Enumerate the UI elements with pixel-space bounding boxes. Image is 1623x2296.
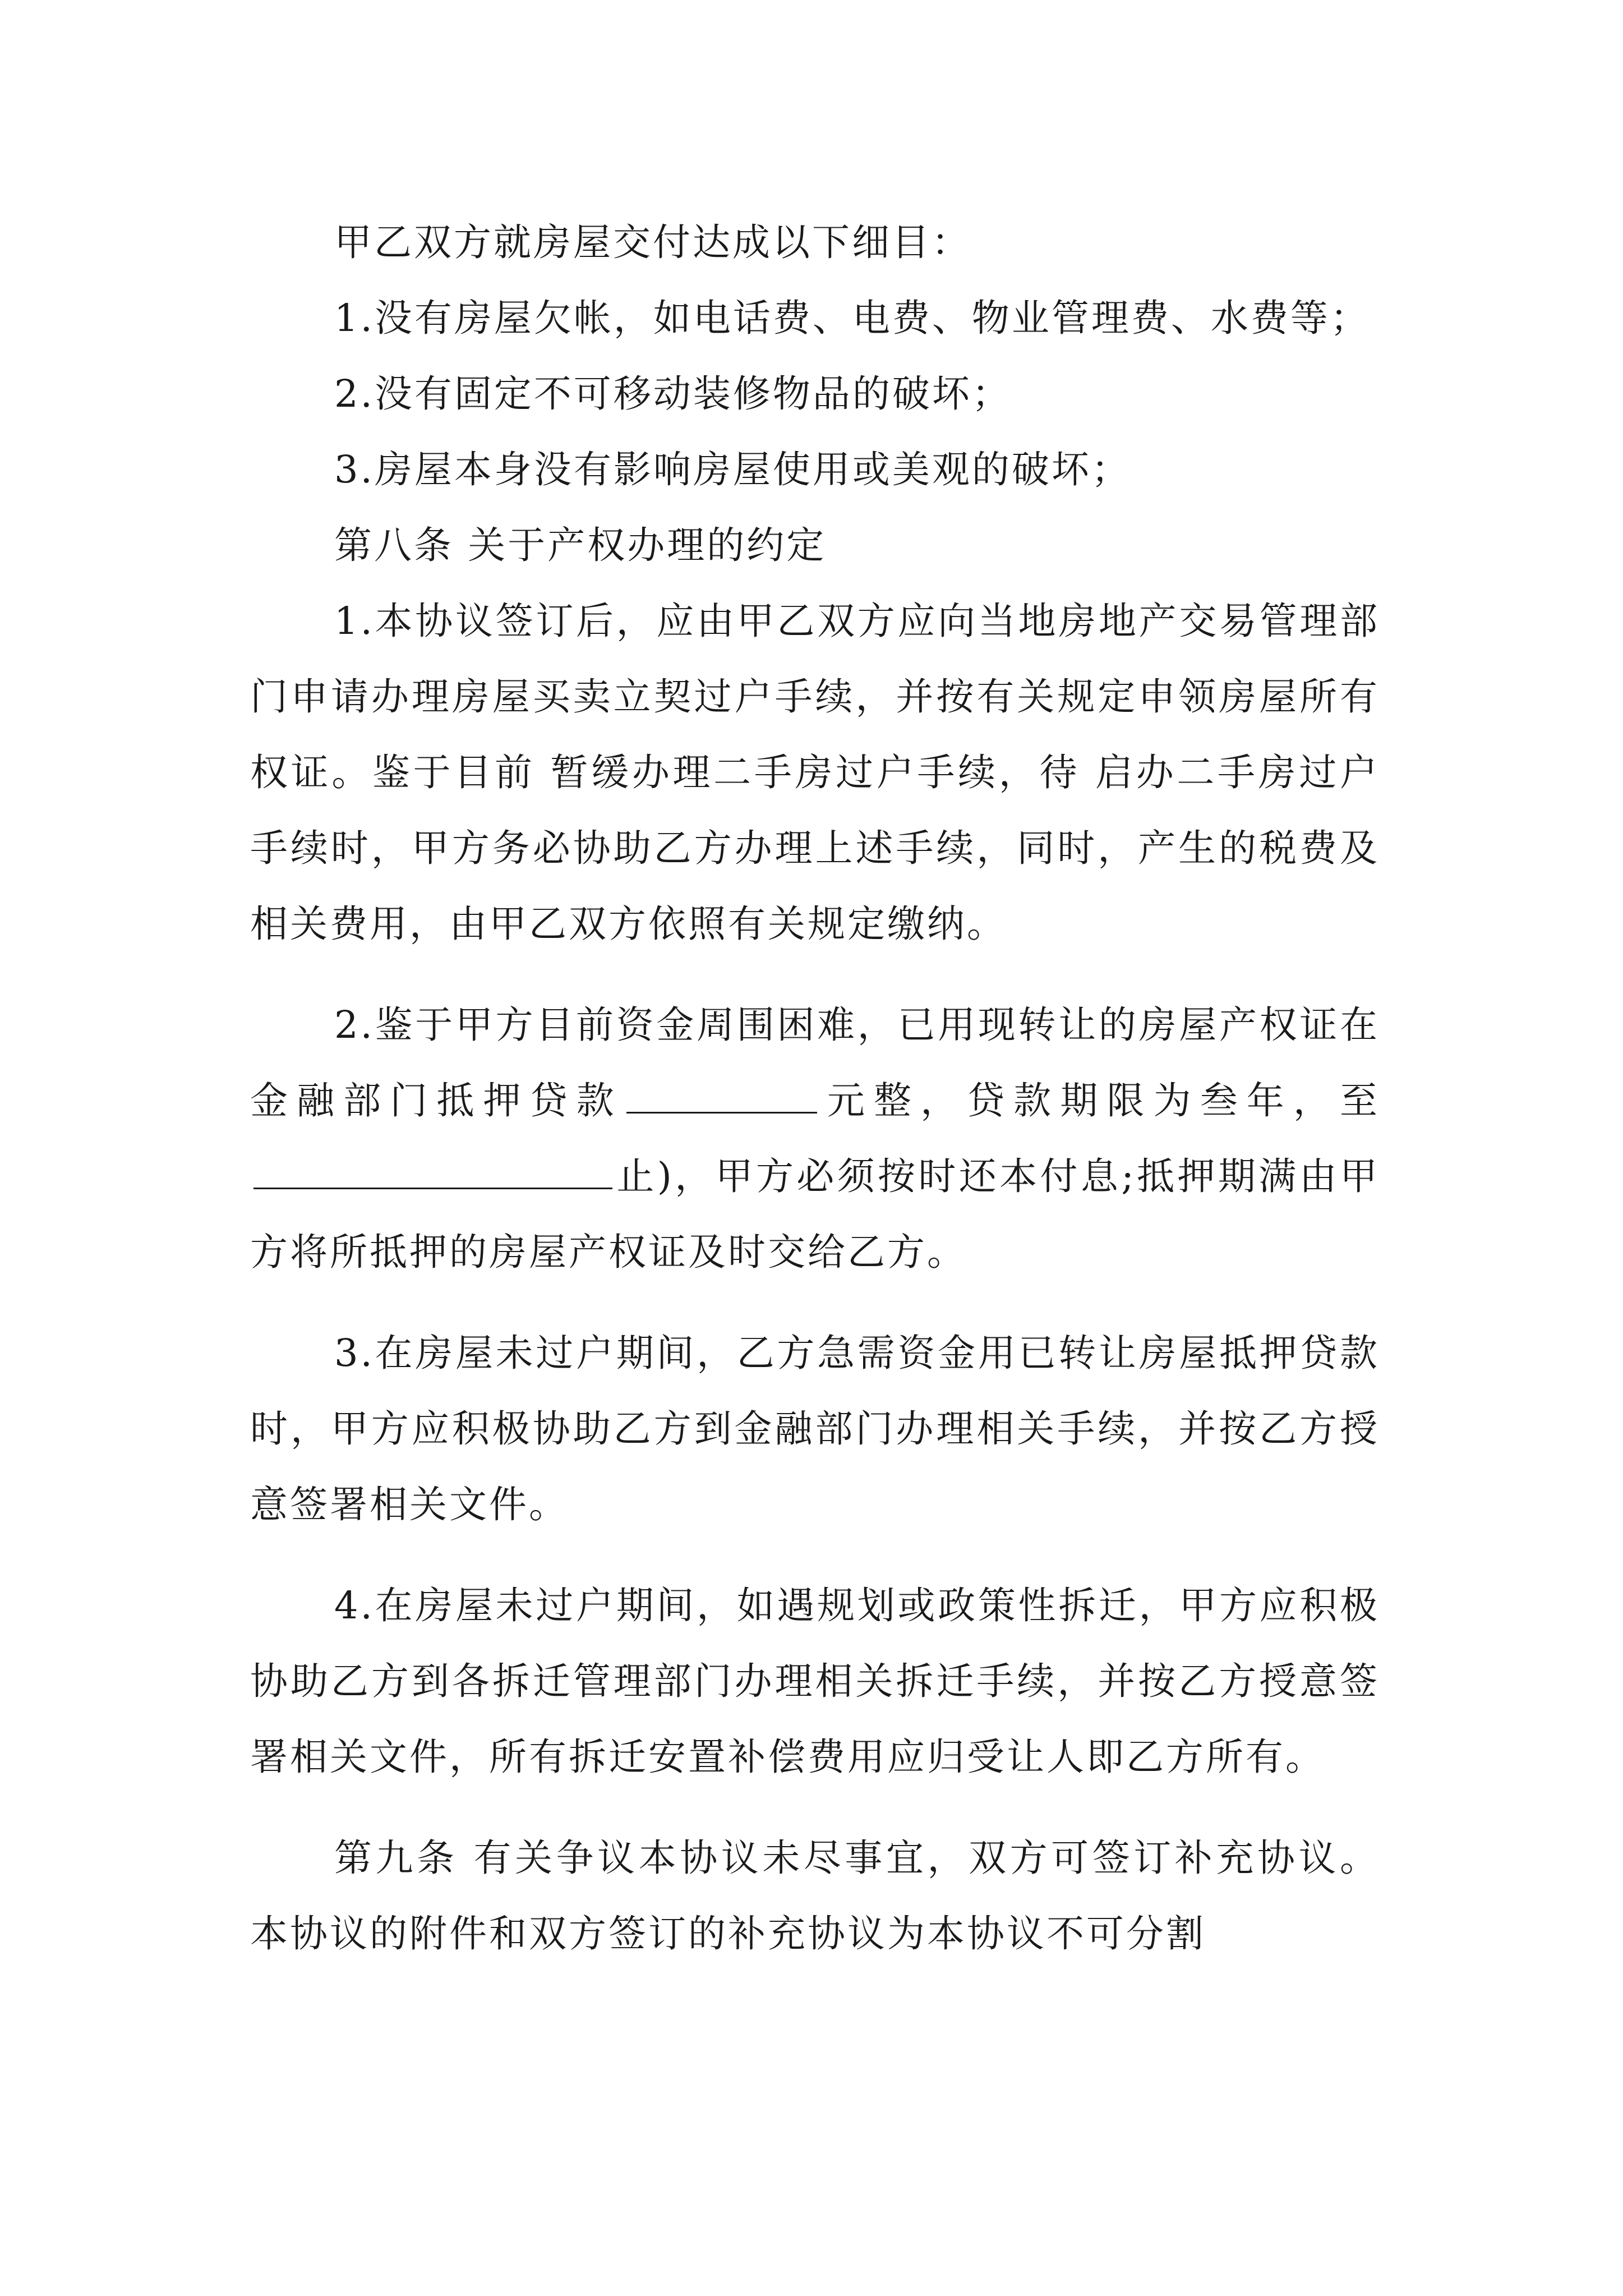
paragraph-article-8-item-1: 1.本协议签订后，应由甲乙双方应向当地房地产交易管理部门申请办理房屋买卖立契过户手续，并按有关规定申领房屋所有权证。鉴于目前 暂缓办理二手房过户手续，待 启办二手房过户手续时，甲方务必协助乙方办理上述手续，同时，产生的税费及相关费用，由甲乙双方依照有关规定缴纳。 [250,599,1380,946]
paragraph-article-8-item-4: 4.在房屋未过户期间，如遇规划或政策性拆迁，甲方应积极协助乙方到各拆迁管理部门办理相关拆迁手续，并按乙方授意签署相关文件，所有拆迁安置补偿费用应归受让人即乙方所有。 [250,1584,1380,1779]
document-body [250,205,1380,1972]
paragraph-delivery-item-2: 2.没有固定不可移动装修物品的破坏； [334,372,1012,416]
paragraph-text-segment: 2.鉴于甲方目前资金周围困难，已用现转让的房屋产权证在金融部门抵押贷款 [250,1003,1380,1122]
paragraph-delivery-item-3: 3.房屋本身没有影响房屋使用或美观的破坏； [334,448,1131,491]
paragraph-delivery-intro: 甲乙双方就房屋交付达成以下细目： [334,220,971,264]
paragraph-text-segment: 元整，贷款期限为叁年，至 [820,1079,1380,1122]
paragraph-article-8-item-2 [250,987,1380,1290]
paragraph-delivery-item-1: 1.没有房屋欠帐，如电话费、电费、物业管理费、水费等； [334,296,1370,340]
paragraph-article-9: 第九条 有关争议本协议未尽事宜，双方可签订补充协议。本协议的附件和双方签订的补充协议为本协议不可分割 [250,1836,1380,1955]
loan-amount-blank [626,1078,817,1114]
paragraph-text-segment: 止)，甲方必须按时还本付息;抵押期满由甲方将所抵押的房屋产权证及时交给乙方。 [250,1154,1380,1274]
article-8-heading: 第八条 关于产权办理的约定 [334,523,827,567]
paragraph-article-8-item-3: 3.在房屋未过户期间，乙方急需资金用已转让房屋抵押贷款时，甲方应积极协助乙方到金融部门办理相关手续，并按乙方授意签署相关文件。 [250,1331,1380,1526]
loan-end-date-blank [253,1154,612,1189]
